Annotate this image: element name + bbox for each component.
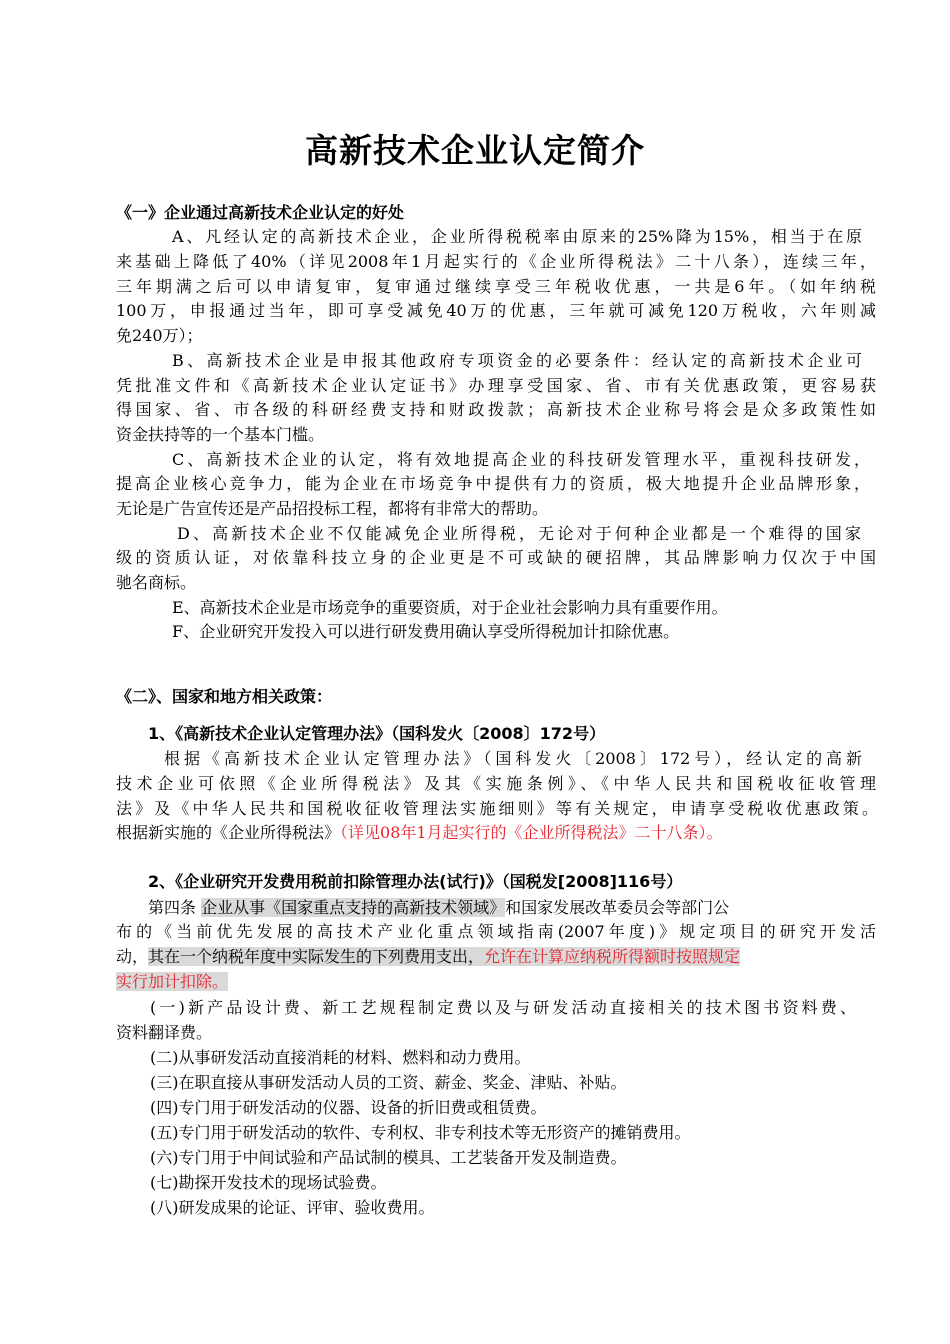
list-item: (八)研发成果的论证、评审、验收费用。 (150, 1198, 435, 1217)
list-item: (一)新产品设计费、新工艺规程制定费以及与研发活动直接相关的技术图书资料费、 (150, 998, 856, 1017)
paragraph-line: 布的《当前优先发展的高技术产业化重点领域指南(2007年度)》规定项目的研究开发活 (116, 922, 876, 941)
list-item: (四)专门用于研发活动的仪器、设备的折旧费或租赁费。 (150, 1098, 547, 1117)
section-2-heading: 《二》、国家和地方相关政策： (116, 687, 333, 706)
paragraph-line: 驰名商标。 (116, 573, 197, 592)
list-item: (三)在职直接从事研发活动人员的工资、薪金、奖金、津贴、补贴。 (150, 1073, 627, 1092)
paragraph-line: 免240万）； (116, 326, 203, 345)
paragraph-line (116, 821, 876, 845)
paragraph-line: E、高新技术企业是市场竞争的重要资质，对于企业社会影响力具有重要作用。 (172, 598, 728, 617)
section-1-heading: 《一》企业通过高新技术企业认定的好处 (116, 203, 405, 222)
paragraph-text: 和国家发展改革委员会等部门公 (505, 898, 730, 917)
article-number: 第四条 (148, 898, 197, 917)
paragraph-line: D、高新技术企业不仅能减免企业所得税，无论对于何种企业都是一个难得的国家 (177, 524, 861, 543)
page-title: 高新技术企业认定简介 (305, 131, 645, 170)
policy-1-red-note: （详见08年1月起实行的《企业所得税法》二十八条）。 (340, 823, 723, 842)
paragraph-line: 凭批准文件和《高新技术企业认定证书》办理享受国家、省、市有关优惠政策，更容易获 (116, 376, 876, 395)
paragraph-line: 得国家、省、市各级的科研经费支持和财政拨款；高新技术企业称号将会是众多政策性如 (116, 400, 876, 419)
policy-1-last-text: 根据新实施的《企业所得税法》 (116, 823, 341, 842)
list-item: 资料翻译费。 (116, 1023, 213, 1042)
policy-2-heading: 2、《企业研究开发费用税前扣除管理办法(试行)》（国税发[2008]116号） (148, 872, 683, 891)
list-item: (二)从事研发活动直接消耗的材料、燃料和动力费用。 (150, 1048, 531, 1067)
paragraph-line: 来基础上降低了40%（详见2008年1月起实行的《企业所得税法》二十八条），连续三年， (116, 252, 876, 271)
paragraph-line: 提高企业核心竞争力，能为企业在市场竞争中提供有力的资质，极大地提升企业品牌形象， (116, 474, 870, 493)
highlight-red-text: 允许在计算应纳税所得额时按照规定 (484, 947, 741, 966)
list-item: (七)勘探开发技术的现场试验费。 (150, 1173, 387, 1192)
paragraph-line: F、企业研究开发投入可以进行研发费用确认享受所得税加计扣除优惠。 (172, 622, 680, 641)
paragraph-line: C、高新技术企业的认定，将有效地提高企业的科技研发管理水平，重视科技研发， (172, 450, 870, 469)
paragraph-line: 三年期满之后可以申请复审，复审通过继续享受三年税收优惠，一共是6年。（如年纳税 (116, 277, 876, 296)
policy-1-heading: 1、《高新技术企业认定管理办法》（国科发火〔2008〕172号） (148, 724, 606, 743)
paragraph-line: B、高新技术企业是申报其他政府专项资金的必要条件：经认定的高新技术企业可 (172, 351, 862, 370)
paragraph-line (116, 970, 876, 994)
paragraph-text: 动， (116, 947, 149, 966)
paragraph-line: 无论是广告宣传还是产品招投标工程，都将有非常大的帮助。 (116, 499, 549, 518)
paragraph-line: 资金扶持等的一个基本门槛。 (116, 425, 325, 444)
list-item: (六)专门用于中间试验和产品试制的模具、工艺装备开发及制造费。 (150, 1148, 627, 1167)
list-item: (五)专门用于研发活动的软件、专利权、非专利技术等无形资产的摊销费用。 (150, 1123, 691, 1142)
paragraph-line: 级的资质认证，对依靠科技立身的企业更是不可或缺的硬招牌，其品牌影响力仅次于中国 (116, 548, 876, 567)
highlight-text: 其在一个纳税年度中实际发生的下列费用支出， (148, 947, 485, 966)
paragraph-line: 法》及《中华人民共和国税收征收管理法实施细则》等有关规定，申请享受税收优惠政策。 (116, 799, 878, 818)
highlight-text: 企业从事《国家重点支持的高新技术领域》 (201, 898, 506, 917)
paragraph-line: 根据《高新技术企业认定管理办法》（国科发火〔2008〕172号），经认定的高新 (164, 749, 862, 768)
paragraph-line (148, 896, 908, 920)
paragraph-line: 技术企业可依照《企业所得税法》及其《实施条例》、《中华人民共和国税收征收管理 (116, 774, 876, 793)
paragraph-line (116, 945, 876, 969)
highlight-red-text: 实行加计扣除。 (116, 972, 229, 991)
paragraph-line: A、凡经认定的高新技术企业，企业所得税税率由原来的25%降为15%，相当于在原 (172, 227, 862, 246)
paragraph-line: 100万，申报通过当年，即可享受减免40万的优惠，三年就可减免120万税收，六年则减 (116, 301, 876, 320)
